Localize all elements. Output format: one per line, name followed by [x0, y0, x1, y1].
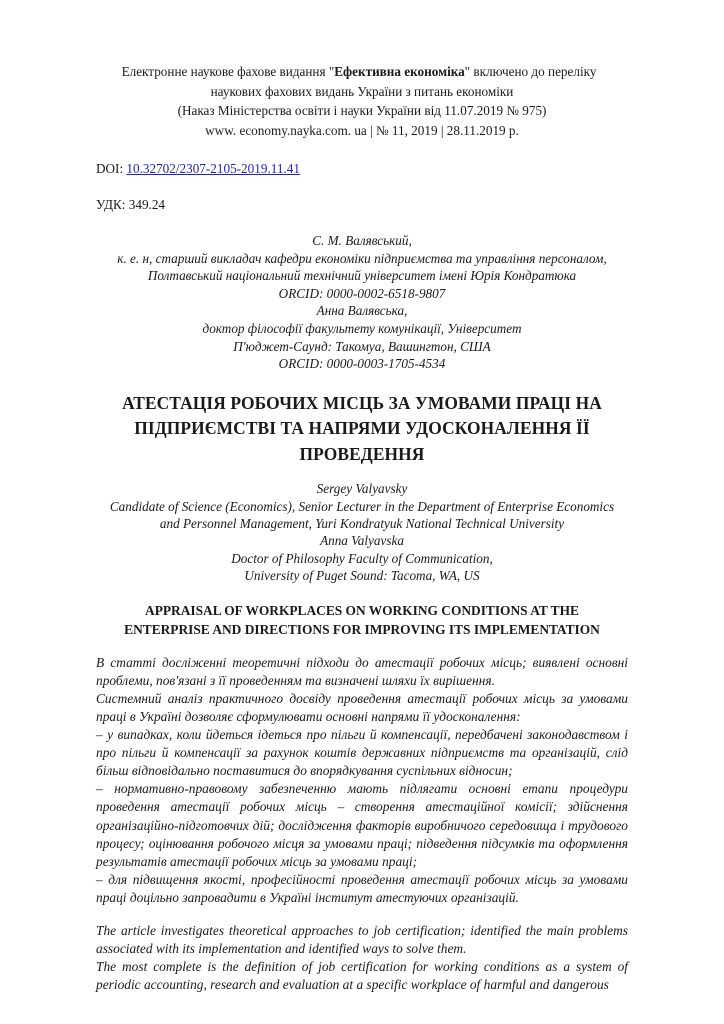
masthead-line-2: наукових фахових видань України з питань економіки [210, 83, 514, 99]
doi-link[interactable]: 10.32702/2307-2105-2019.11.41 [126, 161, 300, 176]
author-en-affiliation-1b: and Personnel Management, Yuri Kondratyuk National Technical University [159, 516, 565, 532]
masthead-line-3: (Наказ Міністерства освіти і науки України від 11.07.2019 № 975) [177, 103, 547, 118]
title-ua-line-2: ПІДПРИЄМСТВІ ТА НАПРЯМИ УДОСКОНАЛЕННЯ ЇЇ [134, 418, 590, 439]
abstract-en-paragraph-2: The most complete is the definition of job certification for working conditions as a system of periodic accounting, research and evaluation at a specific workplace of harmful and dangerous [96, 959, 628, 993]
page-title-en [96, 601, 628, 639]
author-en-name-1: Sergey Valyavsky [316, 481, 408, 497]
abstract-en-paragraph-1: The article investigates theoretical approaches to job certification; identified the main problems associated with its implementation and identified ways to solve them. [96, 923, 628, 957]
journal-masthead [96, 0, 628, 140]
abstract-ua-paragraph-1: В статті досліженні теоретичні підходи до атестації робочих місць; виявлені основні проблеми, пов'язані з її проведенням та визначені шляхи їх вирішення. [96, 654, 628, 688]
abstract-ua-paragraph-4: – нормативно-правовому забезпеченню мають підлягати основні етапи процедури проведення атестації робочих місць – створення атестаційної комісії; здійснення організаційно-підготовчих дій; дослідження факторів виробничого середовища і трудового процесу; оцінювання робочого місця за умовами праці; підведення підсумків та оформлення результатів атестації робочих місць за умовами праці; [96, 781, 628, 869]
author-ua-orcid-1: ORCID: 0000-0002-6518-9807 [278, 285, 446, 301]
title-ua-line-1: АТЕСТАЦІЯ РОБОЧИХ МІСЦЬ ЗА УМОВАМИ ПРАЦІ НА [122, 392, 602, 413]
author-block-ua [96, 232, 628, 373]
page-title-ua [96, 391, 628, 468]
author-block-en [96, 480, 628, 584]
author-ua-affiliation-2a: доктор філософії факультету комунікації, Університет [202, 320, 522, 336]
masthead-line-1 [90, 62, 628, 82]
author-en-affiliation-2a: Doctor of Philosophy Faculty of Communication, [231, 550, 493, 566]
doi-label: DOI: [96, 161, 124, 176]
publication-metadata [96, 160, 628, 214]
abstract-en [96, 922, 628, 994]
author-ua-affiliation-2b: П'юджет-Саунд: Такомуа, Вашингтон, США [233, 338, 491, 354]
abstract-ua-paragraph-3: – у випадках, коли йдеться ідеться про пільги й компенсації, передбачені законодавством і про пільги й компенсації за рахунок коштів державних підприємств та організацій, слід більш відповідально поставитися до впорядкування суспільних відносин; [96, 727, 628, 779]
abstract-ua [96, 654, 628, 907]
author-ua-name-1: С. М. Валявський, [312, 233, 412, 248]
author-en-affiliation-1a: Candidate of Science (Economics), Senior Lecturer in the Department of Enterprise Economics [109, 498, 615, 514]
title-en-line-1: APPRAISAL OF WORKPLACES ON WORKING CONDITIONS AT THE [145, 602, 579, 618]
author-en-name-2: Anna Valyavska [320, 533, 404, 549]
author-ua-affiliation-1a: к. е. н, старший викладач кафедри економіки підприємства та управління персоналом, [117, 250, 607, 266]
doi-row [96, 160, 628, 178]
udc-row: УДК: 349.24 [96, 197, 166, 212]
masthead-line-4: www. economy.nayka.com. ua | № 11, 2019 | 28.11.2019 р. [205, 122, 519, 138]
title-ua-line-3: ПРОВЕДЕННЯ [299, 443, 425, 464]
abstract-ua-paragraph-5: – для підвищення якості, професійності проведення атестації робочих місць за умовами праці доцільно запровадити в Україні інститут атестуючих організацій. [96, 871, 628, 905]
author-en-affiliation-2b: University of Puget Sound: Tacoma, WA, US [244, 568, 480, 584]
journal-name: Ефективна економіка [334, 64, 465, 79]
author-ua-name-2: Анна Валявська, [316, 303, 408, 319]
title-en-line-2: ENTERPRISE AND DIRECTIONS FOR IMPROVING ITS IMPLEMENTATION [124, 621, 600, 637]
author-ua-orcid-2: ORCID: 0000-0003-1705-4534 [278, 356, 446, 372]
masthead-line-1-suffix: " включено до переліку [464, 64, 597, 79]
abstract-ua-paragraph-2: Системний аналіз практичного досвіду проведення атестації робочих місць за умовами праці в Україні дозволяє сформулювати основні напрями її удосконалення: [96, 690, 628, 724]
author-ua-affiliation-1b: Полтавський національний технічний університет імені Юрія Кондратюка [147, 268, 577, 284]
masthead-line-1-prefix: Електронне наукове фахове видання " [121, 64, 335, 79]
